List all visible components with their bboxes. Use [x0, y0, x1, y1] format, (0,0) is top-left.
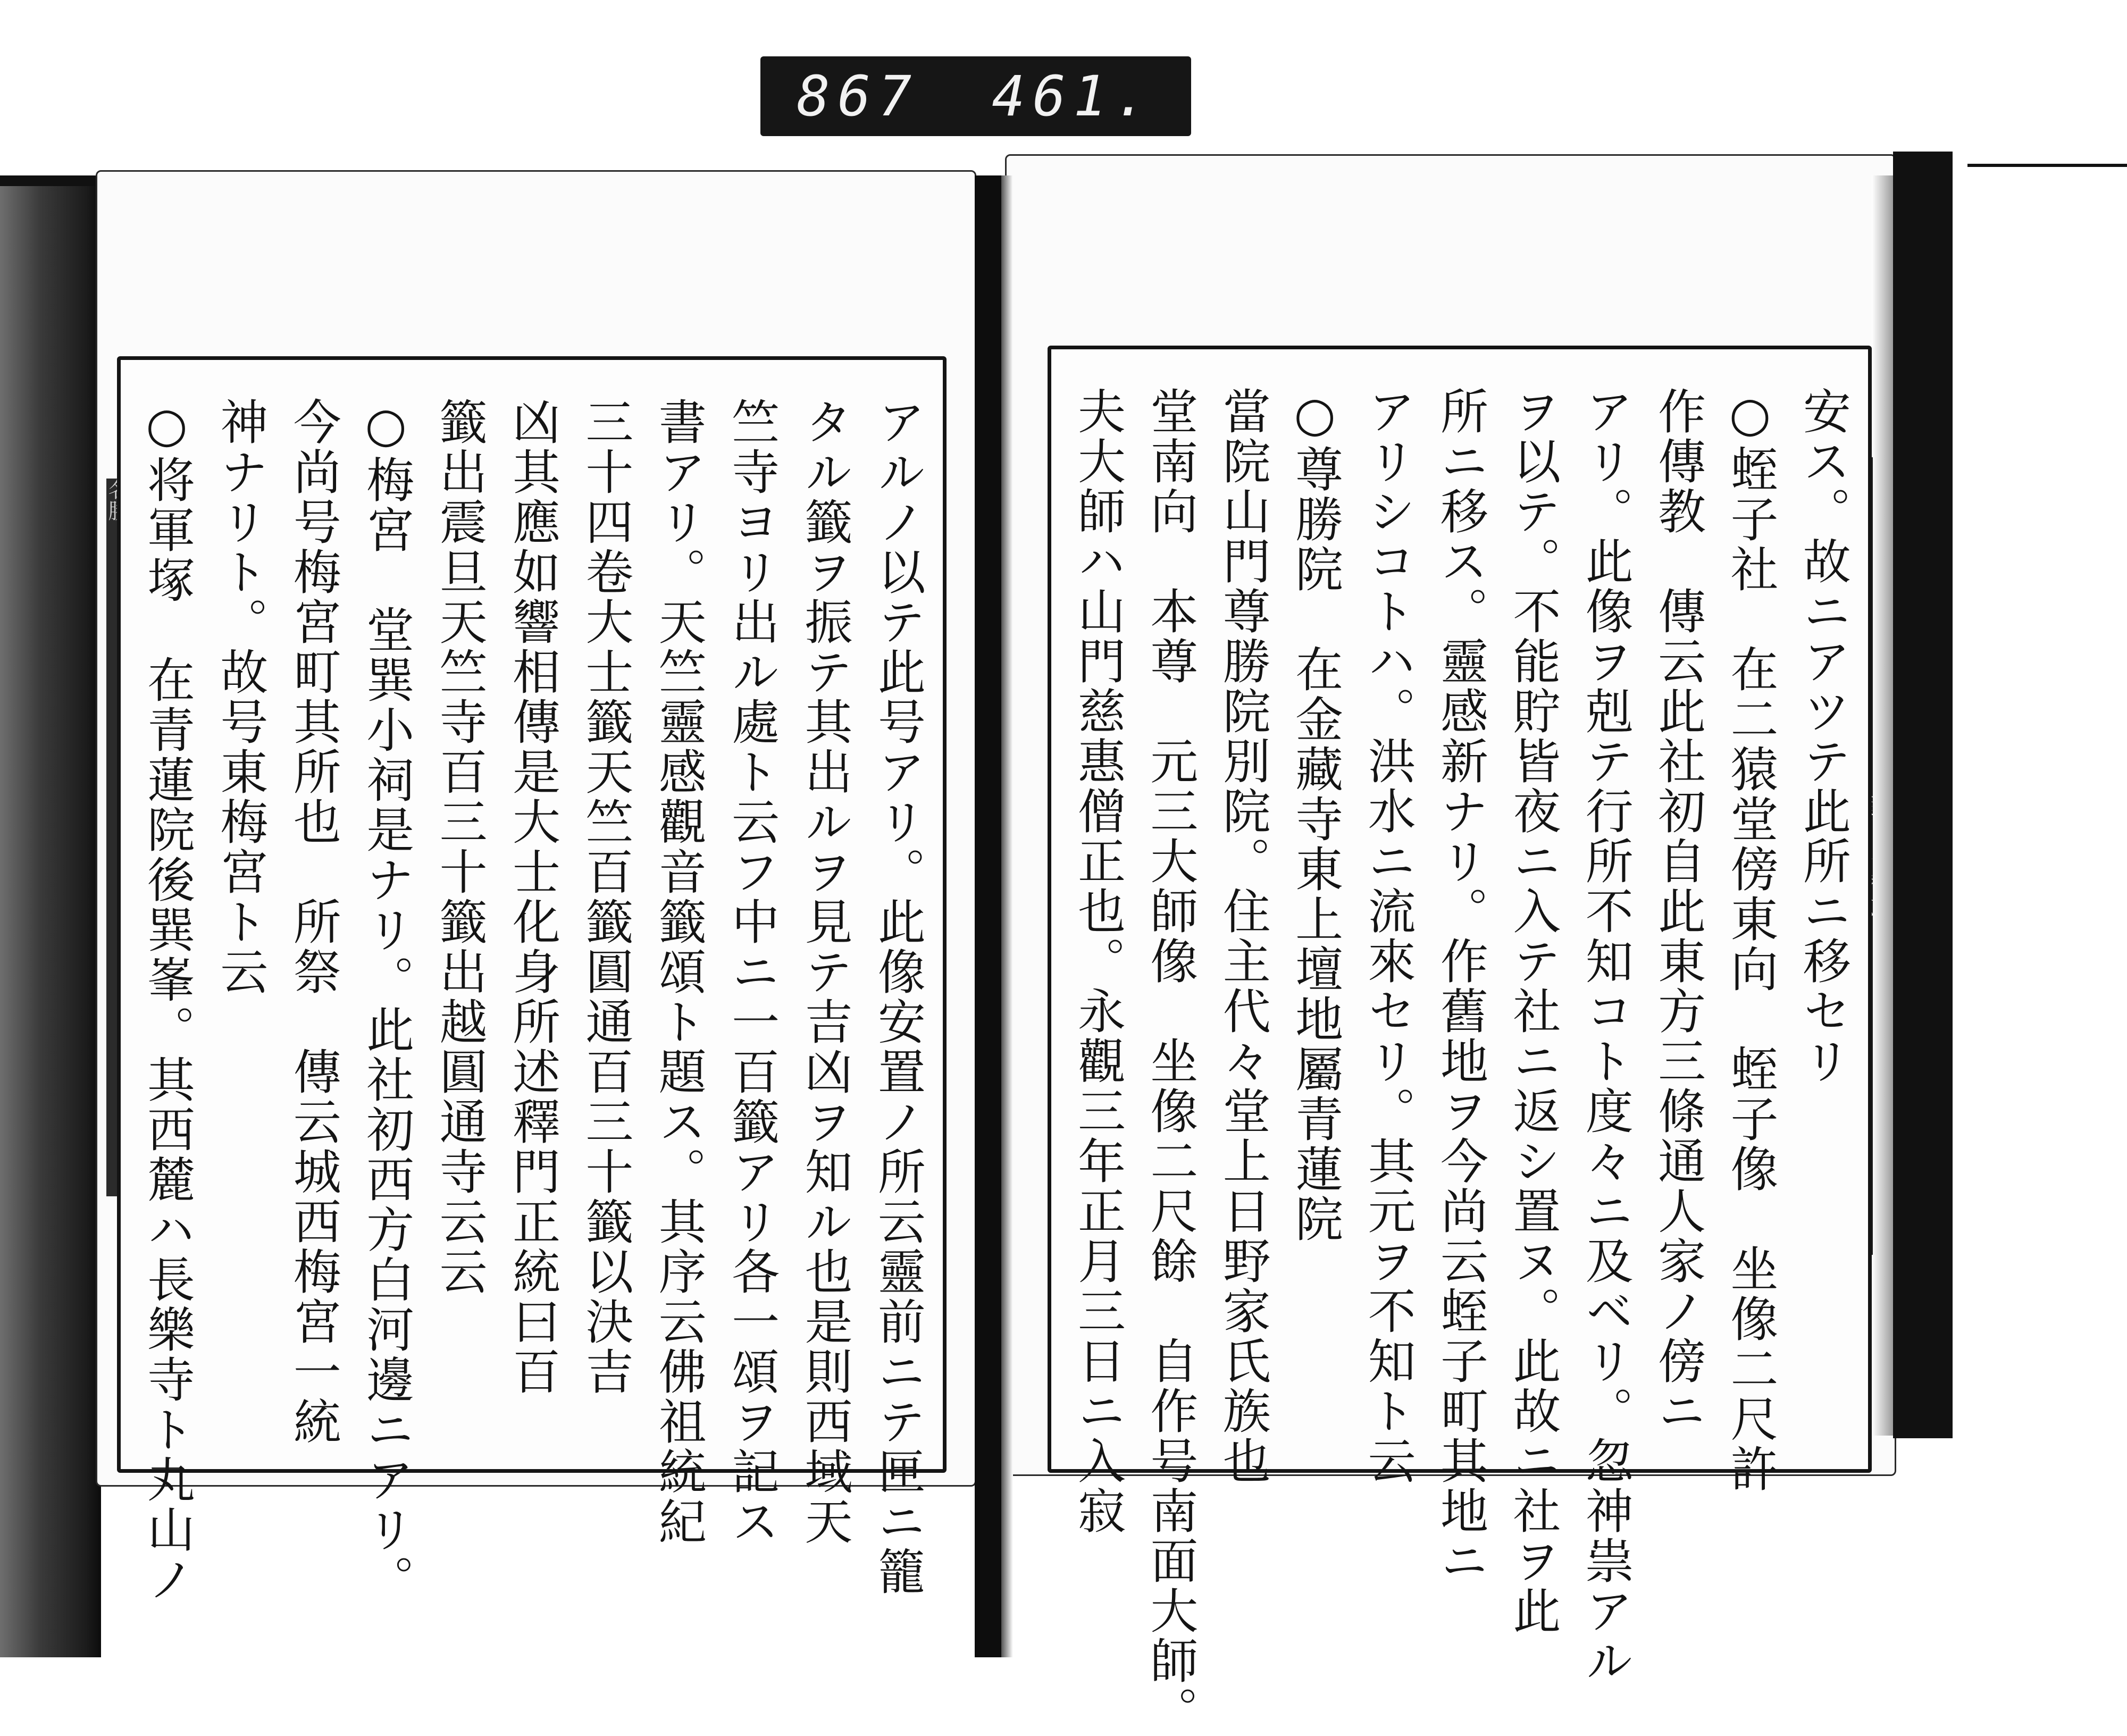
right-page-text-frame [1048, 346, 1872, 1736]
call-number-right: 461. [992, 64, 1155, 129]
book-gutter [975, 175, 1001, 1657]
right-col-9: 當院山門尊勝院別院。住主代々堂上日野家氏族也 [1214, 387, 1270, 1486]
left-col-7: 籤出震旦天竺寺百三十籤出越圓通寺云云 [431, 397, 487, 1297]
right-col-8: ○尊勝院 在金藏寺東上壇地屬青蓮院 [1287, 387, 1343, 1244]
right-col-4: アリ。此像ヲ剋テ行所不知コト度々ニ及ベリ。忽神祟アル [1577, 387, 1633, 1686]
left-page-text-frame [117, 356, 947, 1605]
left-col-5: 三十四卷大士籤天竺百籤圓通百三十籤以決吉 [577, 397, 633, 1397]
scan-edge-right-faint [1872, 175, 1893, 1436]
right-col-2: ○蛭子社 在二猿堂傍東向 蛭子像 坐像二尺許 [1722, 387, 1778, 1494]
left-col-10: 神ナリト。故号東梅宮ト云 [212, 397, 268, 997]
book-gutter-shadow [1001, 175, 1013, 1657]
left-col-9: 今尚号梅宮町其所也 所祭 傳云城西梅宮一統 [284, 397, 341, 1447]
right-col-7: アリシコトハ。洪水ニ流來セリ。其元ヲ不知ト云 [1359, 387, 1416, 1486]
call-number-label [760, 56, 1191, 136]
right-col-6: 所ニ移ス。靈感新ナリ。作舊地ヲ今尚云蛭子町其地ニ [1431, 387, 1488, 1586]
right-col-5: ヲ以テ。不能貯皆夜ニ入テ社ニ返シ置ヌ。此故ニ社ヲ此 [1504, 387, 1561, 1636]
scan-edge-left [0, 186, 101, 1657]
right-col-10: 堂南向 本尊 元三大師像 坐像二尺餘 自作号南面大師。 [1142, 387, 1198, 1736]
right-col-11: 夫大師ハ山門慈惠僧正也。永觀三年正月三日ニ入寂 [1069, 387, 1125, 1536]
left-col-11: ○将軍塚 在青蓮院後巽峯。其西麓ハ長樂寺ト丸山ノ [139, 397, 195, 1605]
scan-rule-right [1967, 164, 2127, 167]
left-col-3: 竺寺ヨリ出ル處ト云フ中ニ一百籤アリ各一頌ヲ記ス [723, 397, 780, 1547]
call-number-left: 867 [797, 64, 919, 129]
left-col-6: 凶其應如響相傳是大士化身所述釋門正統曰百 [504, 397, 560, 1397]
right-col-1: 安ス。故ニアツテ此所ニ移セリ [1794, 387, 1850, 1086]
right-col-3: 作傳教 傳云此社初自此東方三條通人家ノ傍ニ [1649, 387, 1706, 1436]
left-col-4: 書アリ。天竺靈感觀音籤頌ト題ス。其序云佛祖統紀 [650, 397, 706, 1547]
left-col-2: タル籤ヲ振テ其出ルヲ見テ吉凶ヲ知ル也是則西域天 [796, 397, 852, 1547]
scan-edge-right [1893, 152, 1953, 1438]
scan-rule-left [0, 175, 104, 186]
left-col-1: アルノ以テ此号アリ。此像安置ノ所云靈前ニテ匣ニ籠 [869, 397, 925, 1597]
left-col-8: ○梅宮 堂巽小祠是ナリ。此社初西方白河邊ニアリ。 [358, 397, 414, 1605]
